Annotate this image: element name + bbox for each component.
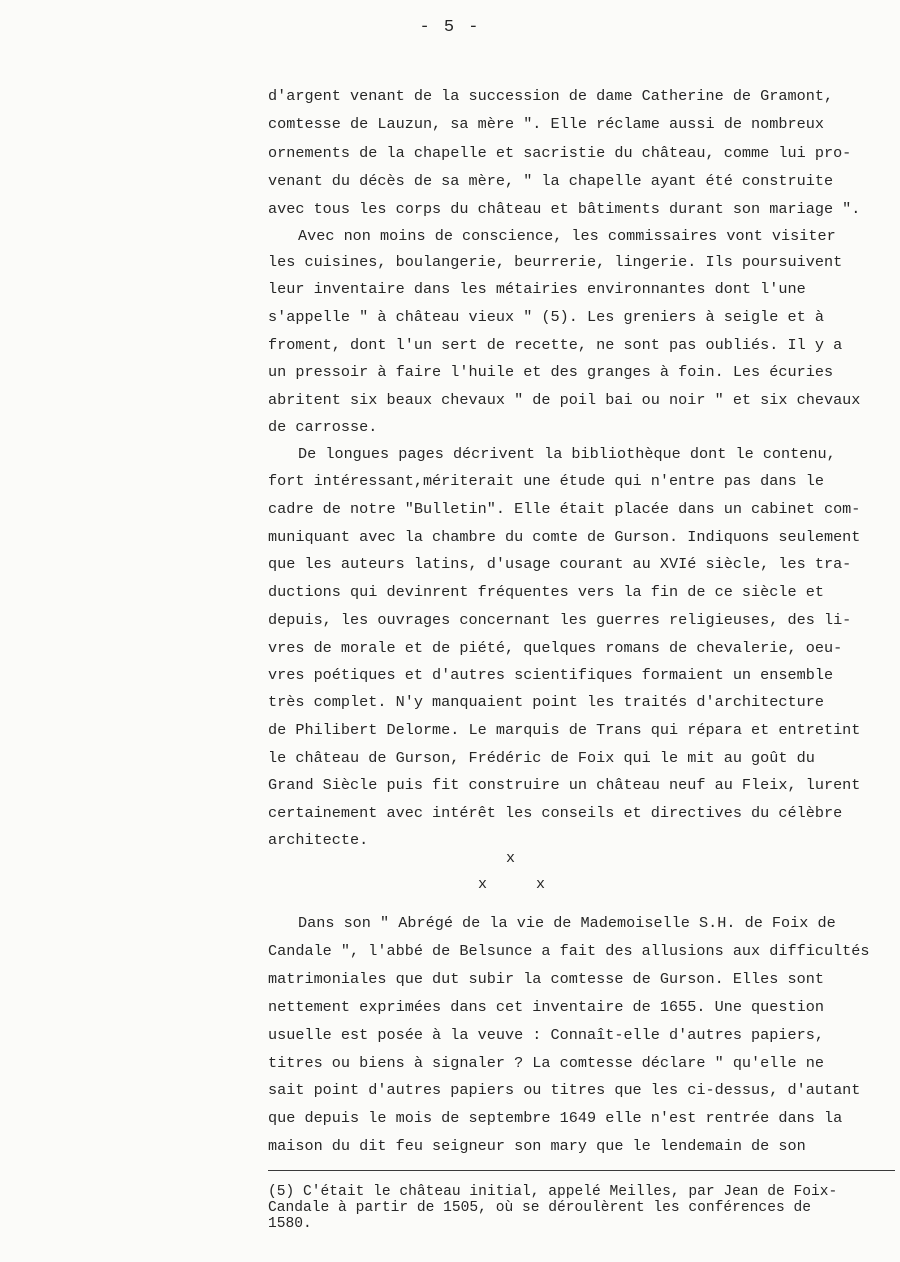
footnote-line: 1580. <box>268 1216 312 1232</box>
text-line: certainement avec intérêt les conseils et directives du célèbre <box>268 804 843 822</box>
text-line: s'appelle " à château vieux " (5). Les greniers à seigle et à <box>268 308 824 326</box>
text-line: venant du décès de sa mère, " la chapelle ayant été construite <box>268 172 834 190</box>
separator-mark: x <box>506 850 516 867</box>
text-line: vres de morale et de piété, quelques romans de chevalerie, oeu- <box>268 639 843 657</box>
text-line: que depuis le mois de septembre 1649 elle n'est rentrée dans la <box>268 1109 843 1127</box>
text-line: usuelle est posée à la veuve : Connaît-elle d'autres papiers, <box>268 1026 824 1044</box>
text-line: leur inventaire dans les métairies environnantes dont l'une <box>268 280 806 298</box>
text-line: sait point d'autres papiers ou titres que les ci-dessus, d'autant <box>268 1081 861 1099</box>
text-line: comtesse de Lauzun, sa mère ". Elle réclame aussi de nombreux <box>268 115 824 133</box>
text-line: ductions qui devinrent fréquentes vers la fin de ce siècle et <box>268 583 824 601</box>
text-line: nettement exprimées dans cet inventaire de 1655. Une question <box>268 998 824 1016</box>
text-line: abritent six beaux chevaux " de poil bai ou noir " et six chevaux <box>268 391 861 409</box>
text-line: depuis, les ouvrages concernant les guerres religieuses, des li- <box>268 611 852 629</box>
footnote-rule <box>268 1170 895 1171</box>
text-line: les cuisines, boulangerie, beurrerie, lingerie. Ils poursuivent <box>268 253 843 271</box>
text-line: le château de Gurson, Frédéric de Foix qui le mit au goût du <box>268 749 815 767</box>
text-line: ornements de la chapelle et sacristie du château, comme lui pro- <box>268 144 852 162</box>
footnote-line: Candale à partir de 1505, où se déroulèrent les conférences de <box>268 1200 811 1216</box>
text-line: Dans son " Abrégé de la vie de Mademoiselle S.H. de Foix de <box>298 914 836 932</box>
text-line: muniquant avec la chambre du comte de Gurson. Indiquons seulement <box>268 528 861 546</box>
text-line: de Philibert Delorme. Le marquis de Trans qui répara et entretint <box>268 721 861 739</box>
text-line: d'argent venant de la succession de dame Catherine de Gramont, <box>268 87 834 105</box>
text-line: que les auteurs latins, d'usage courant au XVIé siècle, les tra- <box>268 555 852 573</box>
text-line: Avec non moins de conscience, les commissaires vont visiter <box>298 227 836 245</box>
text-line: avec tous les corps du château et bâtiments durant son mariage ". <box>268 200 861 218</box>
text-line: titres ou biens à signaler ? La comtesse déclare " qu'elle ne <box>268 1054 824 1072</box>
text-line: un pressoir à faire l'huile et des granges à foin. Les écuries <box>268 363 834 381</box>
text-line: de carrosse. <box>268 418 378 436</box>
text-line: Candale ", l'abbé de Belsunce a fait des allusions aux difficultés <box>268 942 870 960</box>
footnote-line: (5) C'était le château initial, appelé Meilles, par Jean de Foix- <box>268 1184 838 1200</box>
text-line: très complet. N'y manquaient point les traités d'architecture <box>268 693 824 711</box>
text-line: De longues pages décrivent la bibliothèque dont le contenu, <box>298 445 836 463</box>
separator-mark: x <box>478 876 488 893</box>
text-line: architecte. <box>268 831 369 849</box>
text-line: matrimoniales que dut subir la comtesse de Gurson. Elles sont <box>268 970 824 988</box>
text-line: cadre de notre "Bulletin". Elle était placée dans un cabinet com- <box>268 500 861 518</box>
text-line: fort intéressant,mériterait une étude qui n'entre pas dans le <box>268 472 824 490</box>
separator-mark: x <box>536 876 546 893</box>
page-number: - 5 - <box>419 18 481 37</box>
text-line: froment, dont l'un sert de recette, ne sont pas oubliés. Il y a <box>268 336 843 354</box>
text-line: vres poétiques et d'autres scientifiques formaient un ensemble <box>268 666 834 684</box>
text-line: Grand Siècle puis fit construire un château neuf au Fleix, lurent <box>268 776 861 794</box>
text-line: maison du dit feu seigneur son mary que le lendemain de son <box>268 1137 806 1155</box>
